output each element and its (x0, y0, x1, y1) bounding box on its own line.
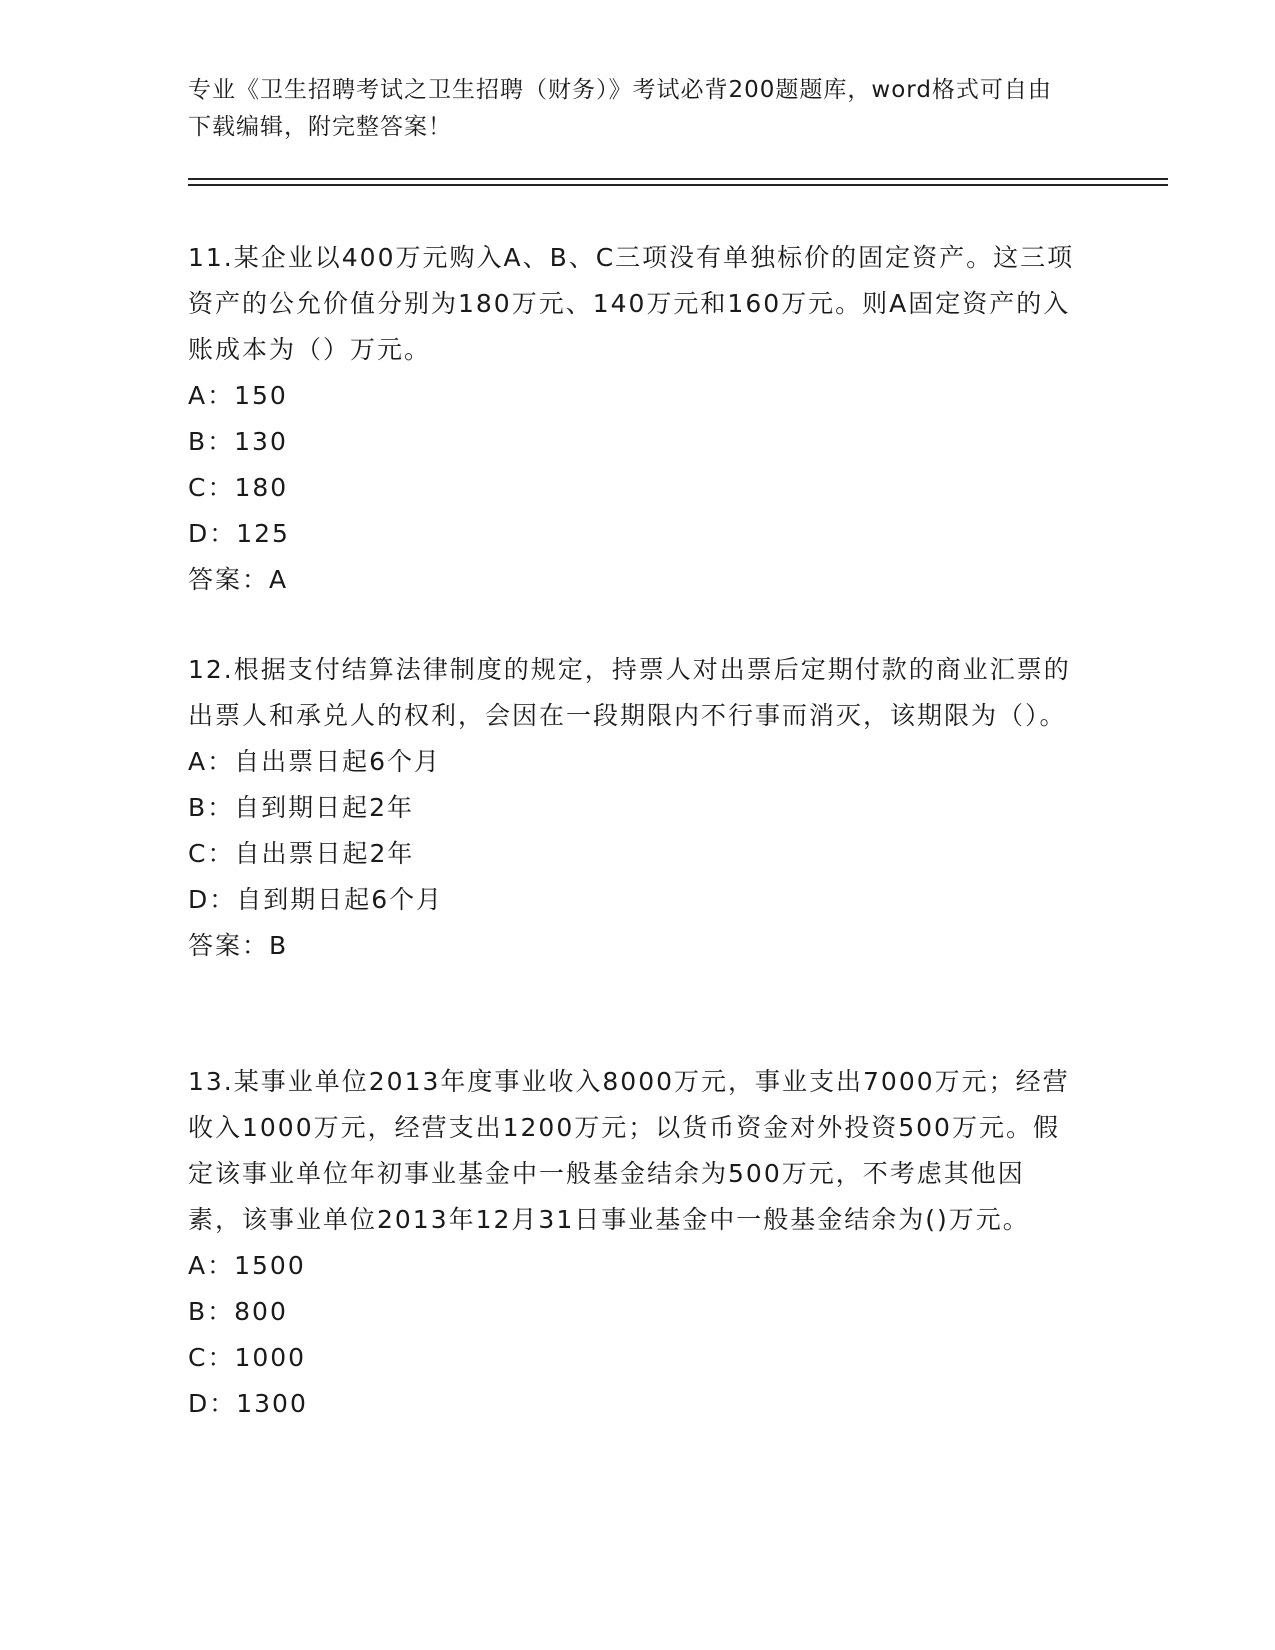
option-d: D：1300 (188, 1389, 308, 1418)
question-stem: 11.某企业以400万元购入A、B、C三项没有单独标价的固定资产。这三项资产的公允价值分别为180万元、140万元和160万元。则A固定资产的入账成本为（）万元。 (188, 243, 1075, 364)
option-b: B：130 (188, 427, 288, 456)
option-c: C：自出票日起2年 (188, 839, 415, 868)
question-11 (188, 235, 1078, 603)
header-divider-top (188, 178, 1168, 180)
question-12 (188, 647, 1078, 969)
option-c: C：180 (188, 473, 289, 502)
option-a: A：自出票日起6个月 (188, 747, 442, 776)
header-text: 专业《卫生招聘考试之卫生招聘（财务）》考试必背200题题库，word格式可自由下载编辑，附完整答案！ (188, 77, 1052, 140)
option-d: D：自到期日起6个月 (188, 885, 444, 914)
option-c: C：1000 (188, 1343, 307, 1372)
answer-line: 答案：B (188, 931, 289, 960)
question-stem: 12.根据支付结算法律制度的规定，持票人对出票后定期付款的商业汇票的出票人和承兑人的权利，会因在一段期限内不行事而消灭，该期限为（）。 (188, 655, 1071, 730)
option-b: B：自到期日起2年 (188, 793, 415, 822)
option-a: A：1500 (188, 1251, 306, 1280)
answer-line: 答案：A (188, 565, 289, 594)
header-divider-bottom (188, 184, 1168, 186)
document-header (188, 72, 1068, 146)
option-d: D：125 (188, 519, 290, 548)
question-stem: 13.某事业单位2013年度事业收入8000万元，事业支出7000万元；经营收入1000万元，经营支出1200万元；以货币资金对外投资500万元。假定该事业单位年初事业基金中一般基金结余为500万元，不考虑其他因素，该事业单位2013年12月31日事业基金中一般基金结余为()万元。 (188, 1067, 1070, 1234)
question-13 (188, 1059, 1078, 1427)
option-a: A：150 (188, 381, 288, 410)
option-b: B：800 (188, 1297, 288, 1326)
